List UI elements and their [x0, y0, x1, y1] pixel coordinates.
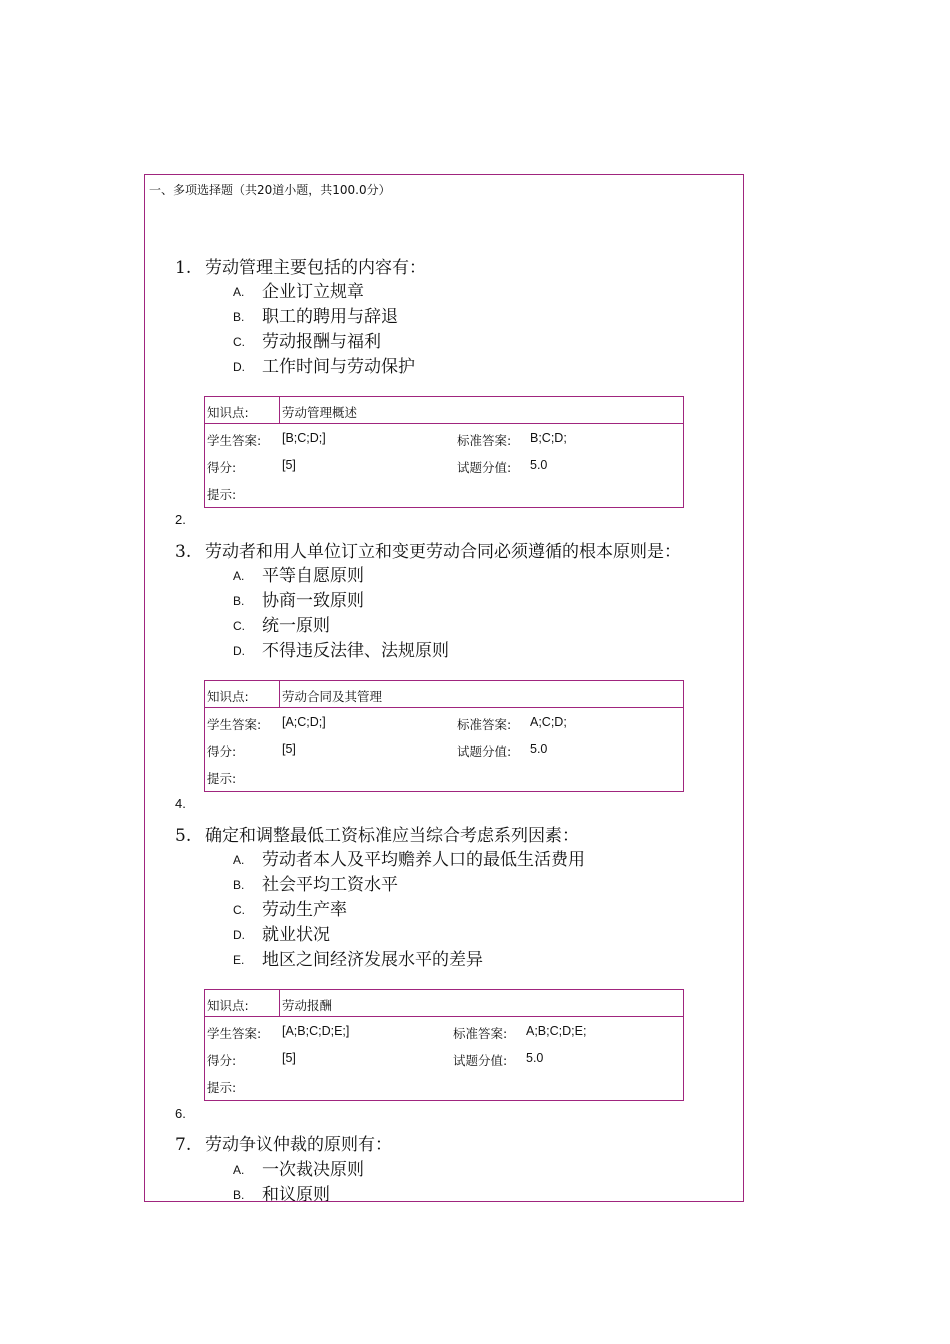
student-answer-label: 学生答案:: [207, 433, 262, 448]
section-title: 一、多项选择题（共20道小题，共100.0分）: [149, 183, 391, 197]
answer-info-box-1: [204, 396, 684, 508]
knowledge-value: 劳动报酬: [282, 998, 333, 1013]
full-score-label: 试题分值:: [453, 1053, 508, 1068]
answer-info-box-3: [204, 680, 684, 792]
question-number: 5.: [175, 826, 192, 846]
student-answer-value: [B;C;D;]: [282, 431, 326, 445]
knowledge-label: 知识点:: [207, 689, 249, 704]
standard-answer-label: 标准答案:: [457, 433, 512, 448]
question-5: [175, 821, 579, 846]
option-1b: B. 职工的聘用与辞退: [233, 307, 398, 327]
question-text: 劳动者和用人单位订立和变更劳动合同必须遵循的根本原则是：: [205, 542, 681, 562]
full-score-value: 5.0: [526, 1051, 544, 1065]
option-7a: A. 一次裁决原则: [233, 1160, 364, 1180]
question-number-2: 2.: [175, 512, 186, 527]
hint-label: 提示:: [207, 1080, 237, 1095]
full-score-label: 试题分值:: [457, 744, 512, 759]
question-7: [175, 1130, 392, 1155]
standard-answer-value: A;B;C;D;E;: [526, 1024, 587, 1038]
question-3: [175, 537, 681, 562]
student-answer-label: 学生答案:: [207, 1026, 262, 1041]
standard-answer-value: A;C;D;: [530, 715, 567, 729]
option-3b: B. 协商一致原则: [233, 591, 364, 611]
student-answer-value: [A;B;C;D;E;]: [282, 1024, 350, 1038]
option-3c: C. 统一原则: [233, 616, 330, 636]
option-5c: C. 劳动生产率: [233, 900, 347, 920]
score-value: [5]: [282, 458, 296, 472]
score-label: 得分:: [207, 460, 237, 475]
standard-answer-label: 标准答案:: [457, 717, 512, 732]
option-5b: B. 社会平均工资水平: [233, 875, 398, 895]
option-5a: A. 劳动者本人及平均赡养人口的最低生活费用: [233, 850, 585, 870]
full-score-value: 5.0: [530, 458, 548, 472]
option-5e: E. 地区之间经济发展水平的差异: [233, 950, 483, 970]
knowledge-label: 知识点:: [207, 998, 249, 1013]
knowledge-label: 知识点:: [207, 405, 249, 420]
option-1d: D. 工作时间与劳动保护: [233, 357, 415, 377]
question-number: 7.: [175, 1135, 192, 1155]
score-value: [5]: [282, 1051, 296, 1065]
question-number: 3.: [175, 542, 192, 562]
student-answer-value: [A;C;D;]: [282, 715, 326, 729]
score-label: 得分:: [207, 1053, 237, 1068]
standard-answer-value: B;C;D;: [530, 431, 567, 445]
hint-label: 提示:: [207, 771, 237, 786]
answer-info-box-5: [204, 989, 684, 1101]
knowledge-value: 劳动管理概述: [282, 405, 358, 420]
hint-label: 提示:: [207, 487, 237, 502]
option-5d: D. 就业状况: [233, 925, 330, 945]
option-7b: B. 和议原则: [233, 1185, 330, 1202]
question-text: 确定和调整最低工资标准应当综合考虑系列因素：: [205, 826, 579, 846]
full-score-value: 5.0: [530, 742, 548, 756]
full-score-label: 试题分值:: [457, 460, 512, 475]
student-answer-label: 学生答案:: [207, 717, 262, 732]
question-number: 1.: [175, 258, 192, 278]
question-number-6: 6.: [175, 1106, 186, 1121]
score-label: 得分:: [207, 744, 237, 759]
option-3d: D. 不得违反法律、法规原则: [233, 641, 449, 661]
standard-answer-label: 标准答案:: [453, 1026, 508, 1041]
score-value: [5]: [282, 742, 296, 756]
knowledge-value: 劳动合同及其管理: [282, 689, 383, 704]
option-3a: A. 平等自愿原则: [233, 566, 364, 586]
question-text: 劳动管理主要包括的内容有：: [205, 258, 426, 278]
question-number-4: 4.: [175, 796, 186, 811]
option-1c: C. 劳动报酬与福利: [233, 332, 381, 352]
quiz-frame: [144, 174, 744, 1202]
question-1: [175, 253, 426, 278]
option-1a: A. 企业订立规章: [233, 282, 364, 302]
question-text: 劳动争议仲裁的原则有：: [205, 1135, 392, 1155]
